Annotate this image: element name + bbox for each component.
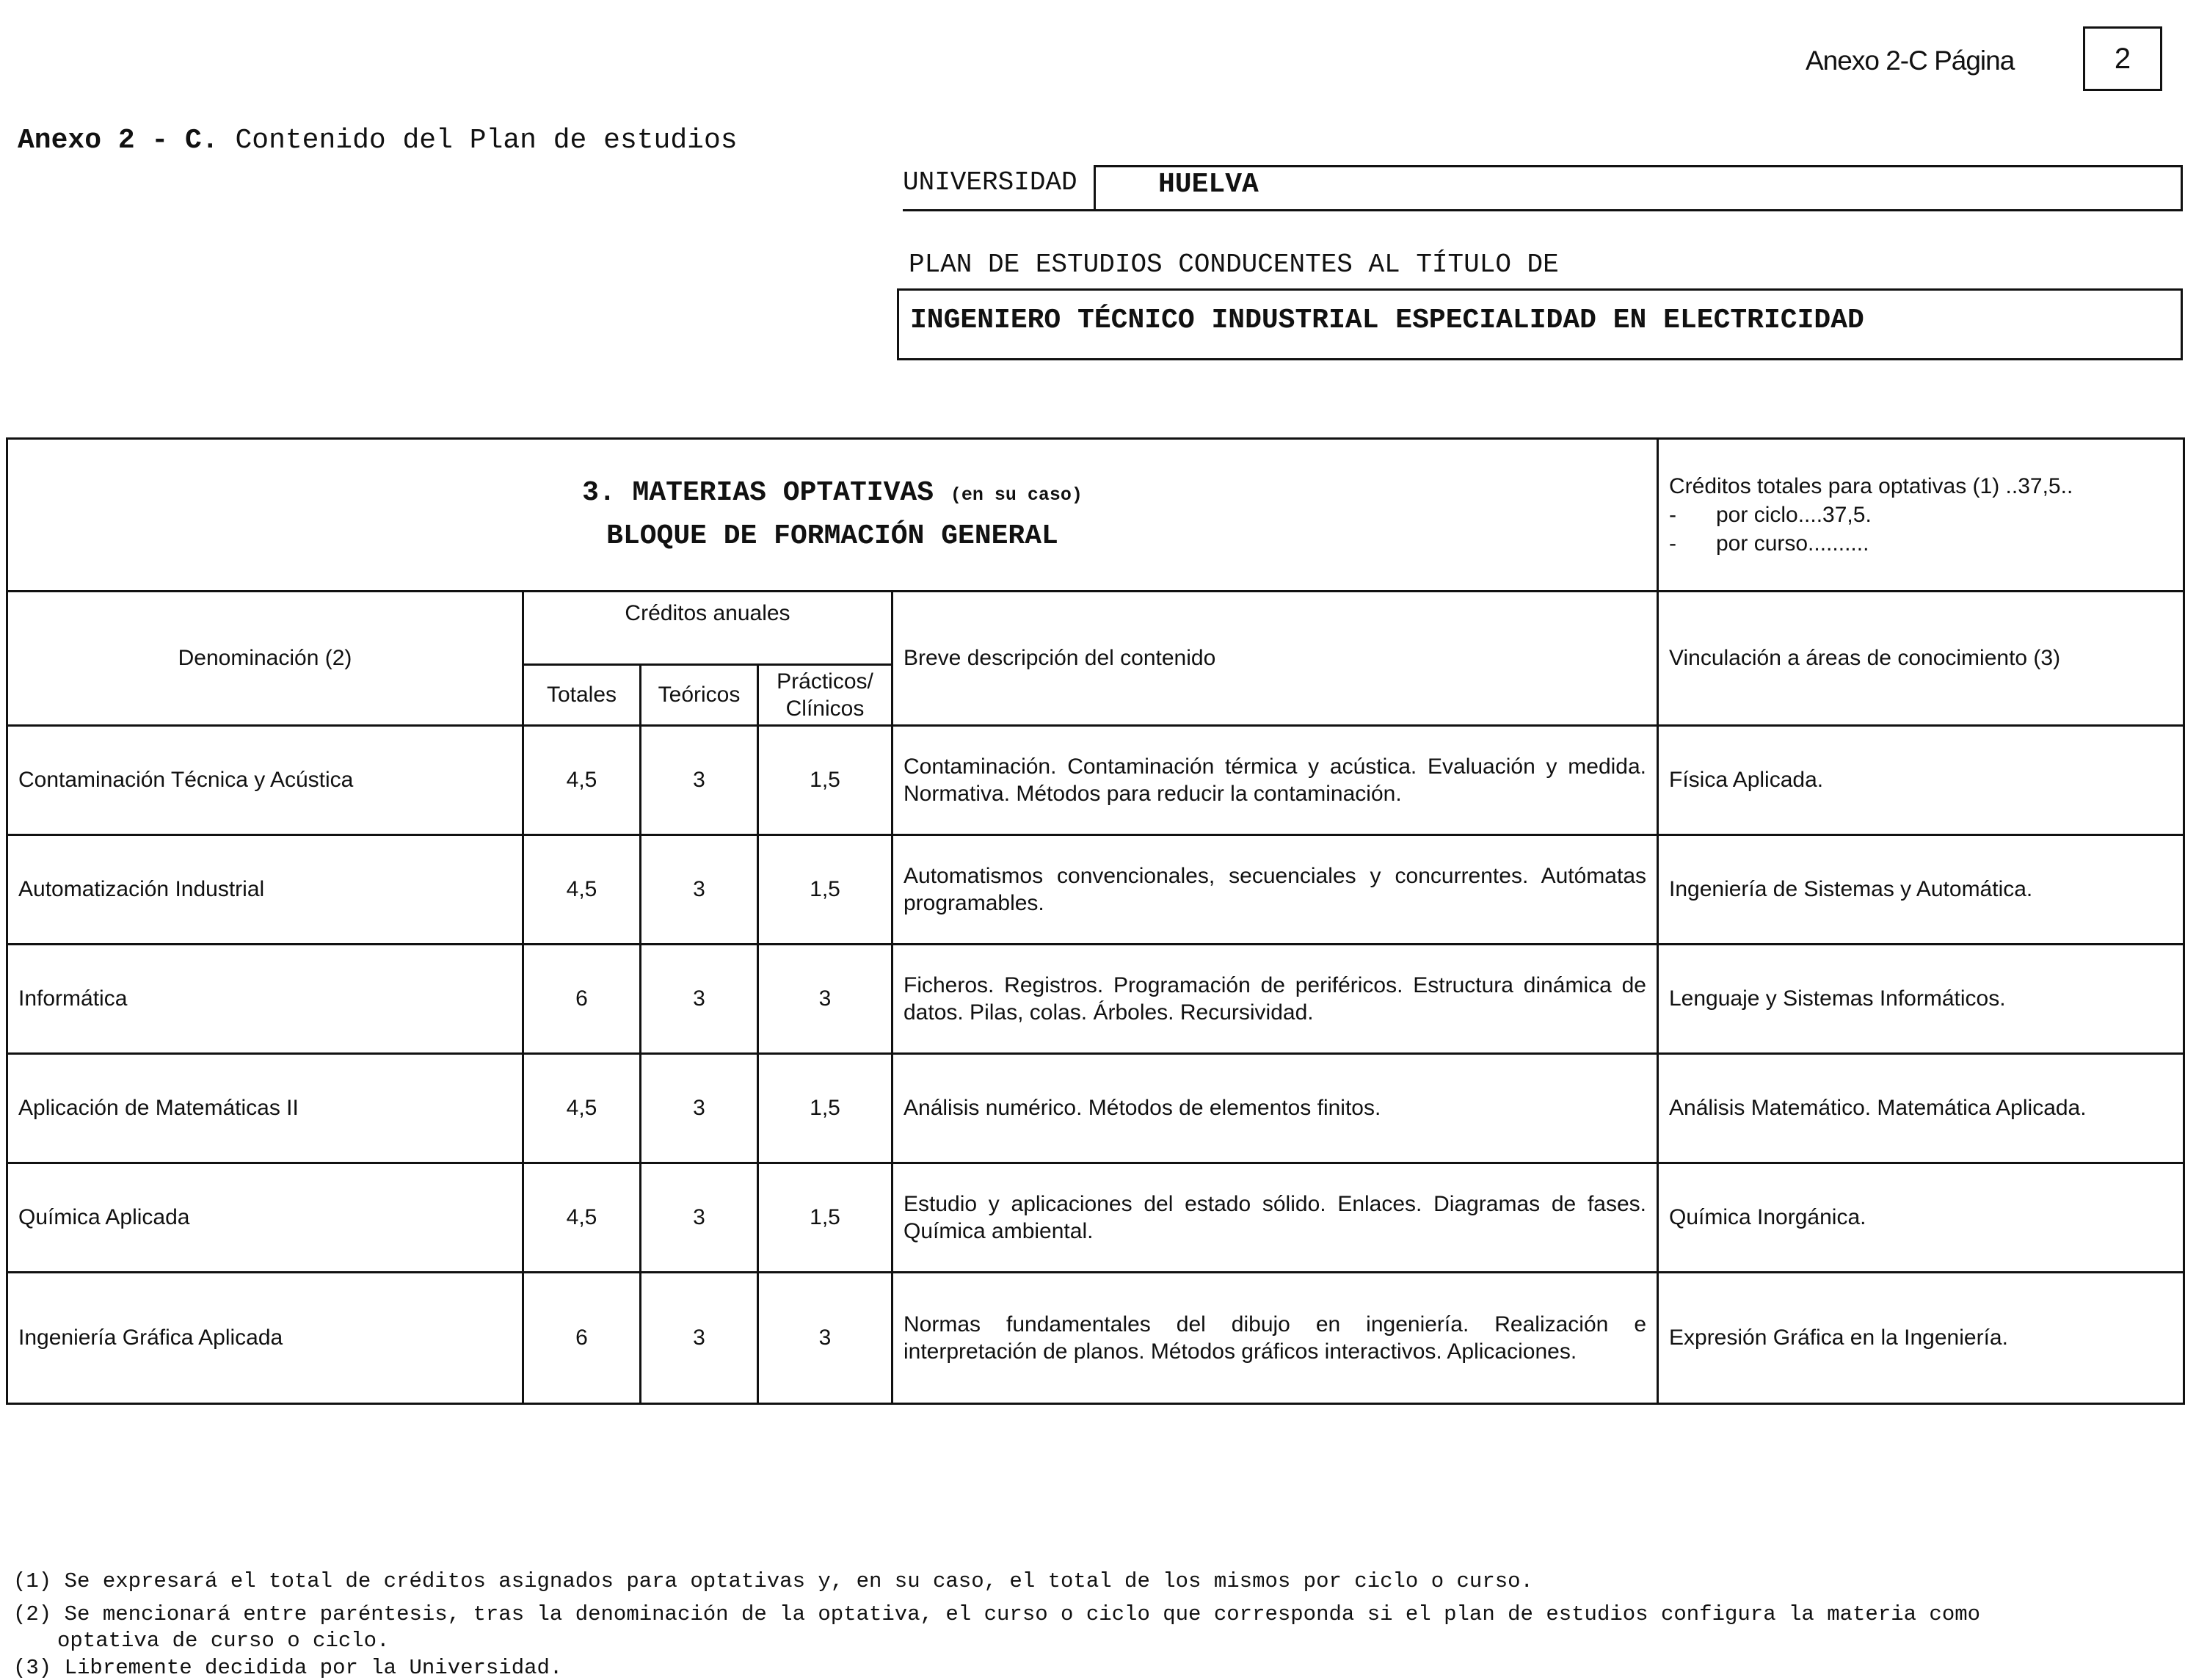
row-areas: Lenguaje y Sistemas Informáticos. bbox=[1658, 945, 2184, 1054]
row-description: Automatismos convencionales, secuenciales y concurrentes. Autómatas programables. bbox=[892, 835, 1658, 945]
credits-info-cell: Créditos totales para optativas (1) ..37,5.. - por ciclo....37,5. - por curso.......... bbox=[1658, 439, 2184, 592]
degree-title: INGENIERO TÉCNICO INDUSTRIAL ESPECIALIDAD EN ELECTRICIDAD bbox=[910, 305, 1864, 336]
section-heading: 3. MATERIAS OPTATIVAS bbox=[582, 476, 934, 509]
row-areas: Química Inorgánica. bbox=[1658, 1163, 2184, 1273]
credits-cycle: por ciclo....37,5. bbox=[1716, 503, 1872, 527]
optional-subjects-table bbox=[6, 437, 2185, 1405]
table-row bbox=[7, 1054, 2184, 1163]
row-name: Contaminación Técnica y Acústica bbox=[7, 726, 523, 835]
row-totals: 6 bbox=[523, 1273, 641, 1404]
row-totals: 6 bbox=[523, 945, 641, 1054]
row-practical: 1,5 bbox=[758, 835, 892, 945]
section-heading-cell bbox=[7, 439, 1658, 592]
page-marker-label: Anexo 2-C Página bbox=[1806, 46, 2015, 76]
row-theory: 3 bbox=[641, 1054, 758, 1163]
annex-title bbox=[18, 125, 738, 156]
footnote-2-continued: optativa de curso o ciclo. bbox=[57, 1629, 390, 1653]
page-number: 2 bbox=[2083, 26, 2162, 91]
col-theory-header: Teóricos bbox=[641, 665, 758, 726]
university-value: HUELVA bbox=[1158, 169, 1259, 200]
row-areas: Expresión Gráfica en la Ingeniería. bbox=[1658, 1273, 2184, 1404]
col-practical-header: Prácticos/ Clínicos bbox=[758, 665, 892, 726]
table-row bbox=[7, 726, 2184, 835]
row-areas: Física Aplicada. bbox=[1658, 726, 2184, 835]
row-areas: Análisis Matemático. Matemática Aplicada. bbox=[1658, 1054, 2184, 1163]
row-name: Química Aplicada bbox=[7, 1163, 523, 1273]
col-name-header: Denominación (2) bbox=[7, 592, 523, 726]
row-name: Ingeniería Gráfica Aplicada bbox=[7, 1273, 523, 1404]
row-totals: 4,5 bbox=[523, 726, 641, 835]
section-block: BLOQUE DE FORMACIÓN GENERAL bbox=[606, 520, 1058, 552]
col-description-header: Breve descripción del contenido bbox=[892, 592, 1658, 726]
col-totals-header: Totales bbox=[523, 665, 641, 726]
table-row bbox=[7, 1163, 2184, 1273]
table-row bbox=[7, 835, 2184, 945]
row-name: Informática bbox=[7, 945, 523, 1054]
col-annual-header: Créditos anuales bbox=[523, 592, 892, 665]
row-theory: 3 bbox=[641, 835, 758, 945]
row-practical: 3 bbox=[758, 1273, 892, 1404]
row-description: Análisis numérico. Métodos de elementos finitos. bbox=[892, 1054, 1658, 1163]
row-name: Aplicación de Matemáticas II bbox=[7, 1054, 523, 1163]
university-label: UNIVERSIDAD bbox=[903, 167, 1077, 197]
credits-total: Créditos totales para optativas (1) ..37,5.. bbox=[1669, 474, 2073, 498]
footnote-1: (1) Se expresará el total de créditos asignados para optativas y, en su caso, el total de los mismos por ciclo o curso. bbox=[13, 1569, 1533, 1593]
column-header-row bbox=[7, 592, 2184, 665]
row-description: Contaminación. Contaminación térmica y acústica. Evaluación y medida. Normativa. Métodos para reducir la contaminación. bbox=[892, 726, 1658, 835]
row-practical: 1,5 bbox=[758, 726, 892, 835]
row-description: Estudio y aplicaciones del estado sólido. Enlaces. Diagramas de fases. Química ambiental. bbox=[892, 1163, 1658, 1273]
credits-course: por curso.......... bbox=[1716, 531, 1869, 556]
row-theory: 3 bbox=[641, 1163, 758, 1273]
row-practical: 1,5 bbox=[758, 1054, 892, 1163]
row-practical: 1,5 bbox=[758, 1163, 892, 1273]
col-areas-header: Vinculación a áreas de conocimiento (3) bbox=[1658, 592, 2184, 726]
row-theory: 3 bbox=[641, 945, 758, 1054]
university-underline bbox=[903, 209, 2183, 211]
row-areas: Ingeniería de Sistemas y Automática. bbox=[1658, 835, 2184, 945]
row-practical: 3 bbox=[758, 945, 892, 1054]
annex-prefix: Anexo 2 - C. bbox=[18, 125, 219, 156]
row-theory: 3 bbox=[641, 726, 758, 835]
section-header-row bbox=[7, 439, 2184, 592]
footnote-2: (2) Se mencionará entre paréntesis, tras la denominación de la optativa, el curso o ciclo que corresponda si el plan de estudios configura la materia como bbox=[13, 1602, 1981, 1626]
table-row bbox=[7, 945, 2184, 1054]
row-totals: 4,5 bbox=[523, 1163, 641, 1273]
plan-label: PLAN DE ESTUDIOS CONDUCENTES AL TÍTULO DE bbox=[909, 250, 1559, 280]
footnote-3: (3) Libremente decidida por la Universidad. bbox=[13, 1656, 563, 1680]
row-description: Normas fundamentales del dibujo en ingeniería. Realización e interpretación de planos. Métodos gráficos interactivos. Aplicaciones. bbox=[892, 1273, 1658, 1404]
annex-heading: Contenido del Plan de estudios bbox=[235, 125, 738, 156]
row-totals: 4,5 bbox=[523, 1054, 641, 1163]
table-row bbox=[7, 1273, 2184, 1404]
row-totals: 4,5 bbox=[523, 835, 641, 945]
row-name: Automatización Industrial bbox=[7, 835, 523, 945]
row-description: Ficheros. Registros. Programación de periféricos. Estructura dinámica de datos. Pilas, colas. Árboles. Recursividad. bbox=[892, 945, 1658, 1054]
row-theory: 3 bbox=[641, 1273, 758, 1404]
section-heading-note: (en su caso) bbox=[950, 484, 1083, 506]
